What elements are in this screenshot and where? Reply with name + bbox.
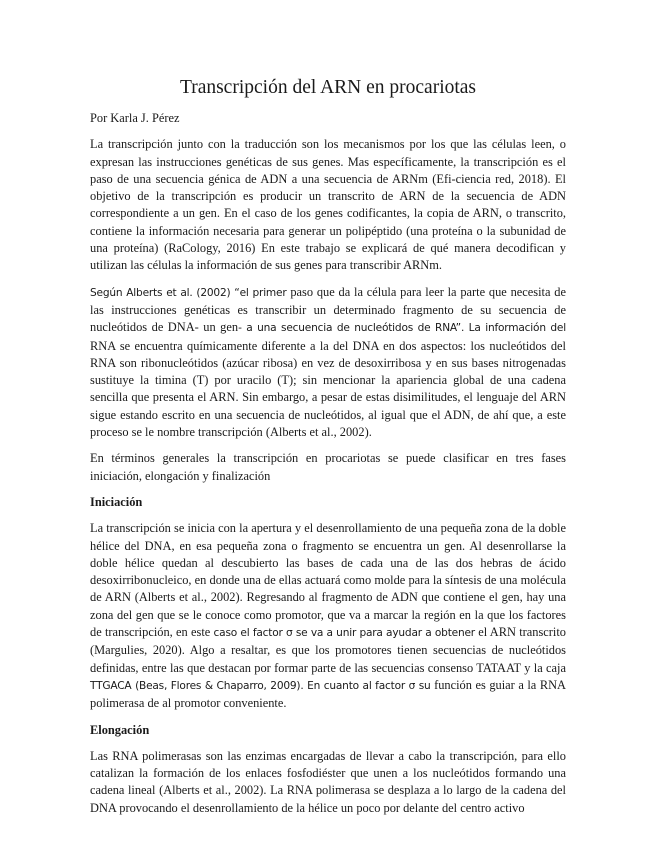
paragraph-iniciacion-text-1: La transcripción se inicia con la apertura y el desenrollamiento de una pequeña zona de la doble hélice del DNA, en esa pequeña zona o fragmento se encuentra un gen. Al desenrollarse la doble hélice quedan al descubierto las bases de cada una de las dos hebras de ácido desoxirribonucleico, en donde una de ellas actuará como molde para la síntesis de una molécula de ARN (Alberts et al., 2002). Regresando al fragmento de ADN que contiene el gen, hay una zona del gen que se le conoce como promotor, que va a marcar la región en la que los factores de transcripción, en este [90,521,566,640]
paragraph-intro: La transcripción junto con la traducción son los mecanismos por los que las células leen, o expresan las instrucciones genéticas de sus genes. Mas específicamente, la transcripción es el paso de una secuencia génica de ADN a una secuencia de ARNm (Efi-ciencia red, 2018). El objetivo de la transcripción es producir un transcrito de ARN de la secuencia de ADN correspondiente a un gen. En el caso de los genes codificantes, la copia de ARN, o transcrito, contiene la información necesaria para generar un polipéptido (una proteína o la subunidad de una proteína) (RaCology, 2016) En este trabajo se explicará de qué manera decodifican y utilizan las células la información de sus genes para transcribir ARNm. [90,137,566,273]
paragraph-elongacion: Las RNA polimerasas son las enzimas encargadas de llevar a cabo la transcripción, para ello catalizan la formación de los enlaces fosfodiéster que unen a los nucleótidos formando una cadena lineal (Alberts et al., 2002). La RNA polimerasa se desplaza a lo largo de la cadena del DNA provocando el desenrollamiento de la hélice un poco por delante del centro activo [90,748,566,815]
section-heading-iniciacion: Iniciación [90,494,143,509]
paragraph-phases: En términos generales la transcripción en procariotas se puede clasificar en tres fases iniciación, elongación y finalización [90,451,566,483]
quote-fragment-2: - a una secuencia de nucleótidos de RNA”. La información del [238,322,566,335]
paragraph-iniciacion-text-3: función es guiar a la RNA polimerasa de al promotor conveniente. [90,677,566,711]
page-title: Transcripción del ARN en procariotas [179,77,477,98]
section-heading-elongacion: Elongación [90,722,150,737]
paragraph-iniciacion [90,520,566,712]
paragraph-alberts-text-2: RNA se encuentra químicamente diferente a la del DNA en dos aspectos: los nucleótidos del RNA son ribonucleótidos (azúcar ribosa) en vez de desoxirribosa y en sus bases nitrogenadas sustituye la timina (T) por uracilo (T); sin mencionar la apariencia global de una cadena sencilla que presenta el ARN. Sin embargo, a pesar de estas disimilitudes, el lenguaje del ARN sigue estando escrito en una secuencia de nucleótidos, al igual que el ADN, de ahí que, a este proceso se le nombre transcripción (Alberts et al., 2002). [90,338,566,440]
author-line: Por Karla J. Pérez [90,111,180,125]
ttgaca-fragment: TTGACA (Beas, Flores & Chaparro, 2009). En cuanto al factor σ su [90,679,431,692]
sigma-factor-fragment: caso el factor σ se va a unir para ayudar a obtener [213,627,475,640]
quote-fragment-1: Según Alberts et al. (2002) “el primer [90,286,287,299]
paragraph-alberts [90,284,566,442]
paragraph-iniciacion-text-2: el ARN transcrito (Margulies, 2020). Algo a resaltar, es que los promotores tienen secuencias de nucleótidos definidas, entre las que destacan por formar parte de las secuencias consenso TATAAT y la caja [90,625,566,675]
document-page [90,76,566,826]
paragraph-alberts-text-1: paso que da la célula para leer la parte que necesita de las instrucciones genéticas es transcribir un determinado fragmento de su secuencia de nucleótidos de DNA- un gen [90,284,566,335]
